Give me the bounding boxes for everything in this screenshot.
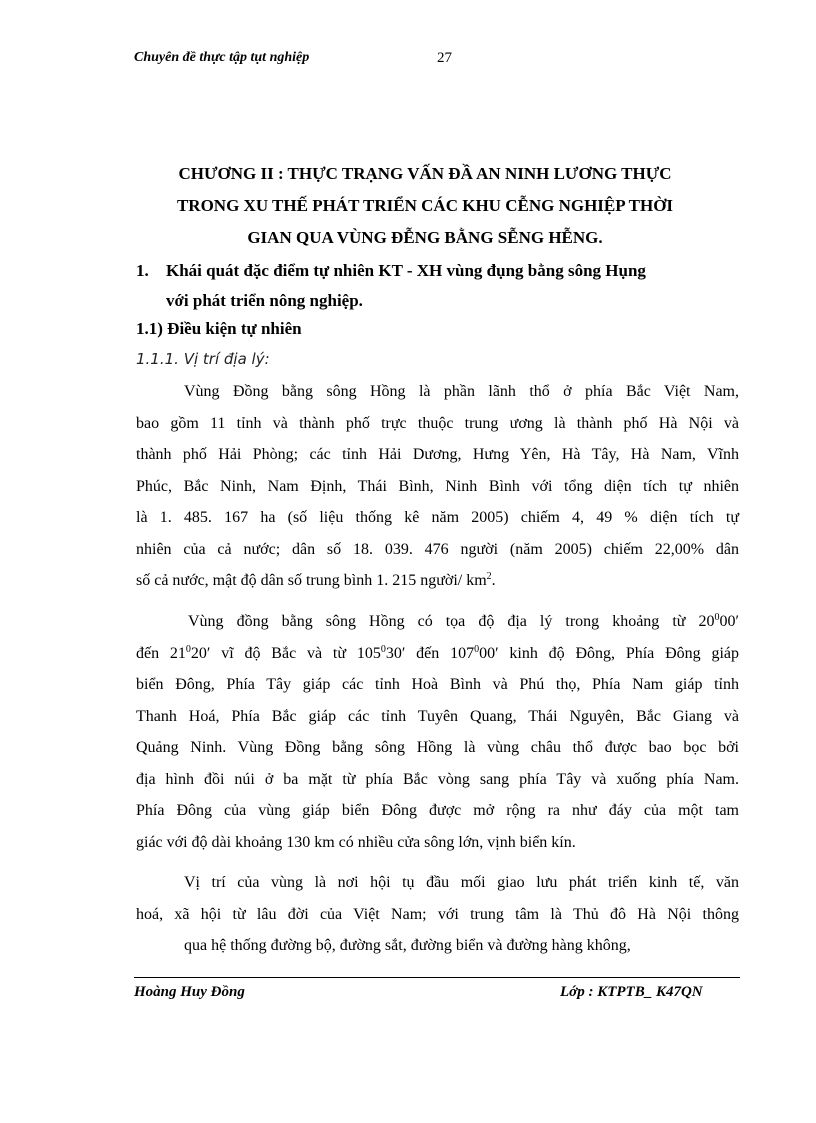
paragraph-line: Quảng Ninh. Vùng Đồng bằng sông Hồng là vùng châu thổ được bao bọc bởi <box>136 739 739 756</box>
superscript: 0 <box>474 643 480 655</box>
running-header-title: Chuyên đề thực tập tụt nghiệp <box>134 50 310 65</box>
text-run: 00′ <box>719 613 739 630</box>
text-run: số cả nước, mật độ dân số trung bình 1. 215 người/ km <box>136 572 487 589</box>
text-run: 30′ đến 107 <box>385 644 475 662</box>
chapter-heading-line: GIAN QUA VÙNG ĐỄNG BẰNG SỄNG HỄNG. <box>247 228 603 247</box>
paragraph-line: Phúc, Bắc Ninh, Nam Định, Thái Bình, Ninh Bình với tổng diện tích tự nhiên <box>136 477 739 495</box>
page-number: 27 <box>437 50 452 66</box>
text-run: Vùng đồng bằng sông Hồng có tọa độ địa lý trong khoảng từ 20 <box>188 613 715 630</box>
paragraph-location-1 <box>136 376 739 597</box>
paragraph-location-3 <box>136 867 739 962</box>
paragraph-line: Phía Đông của vùng giáp biển Đông được mở rộng ra như đáy của một tam <box>136 802 739 819</box>
text-run: đến 21 <box>136 644 186 662</box>
text-run: . <box>491 572 496 589</box>
paragraph-line: Vùng Đồng bằng sông Hồng là phần lãnh thổ ở phía Bắc Việt Nam, <box>184 383 739 400</box>
paragraph-line: nhiên của cả nước; dân số 18. 039. 476 người (năm 2005) chiếm 22,00% dân <box>136 540 739 558</box>
text-run: 20′ vĩ độ Bắc và từ 105 <box>190 644 381 662</box>
paragraph-line: Thanh Hoá, Phía Bắc giáp các tỉnh Tuyên Quang, Thái Nguyên, Bắc Giang và <box>136 707 739 725</box>
paragraph-line: thành phố Hải Phòng; các tỉnh Hải Dương, Hưng Yên, Hà Tây, Hà Nam, Vĩnh <box>136 446 739 463</box>
footer-class: Lớp : KTPTB_ K47QN <box>560 984 703 1000</box>
section-title-line: Khái quát đặc điểm tự nhiên KT - XH vùng đụng bằng sông Hụng <box>166 261 646 280</box>
paragraph-line <box>136 638 739 670</box>
paragraph-line <box>136 565 739 597</box>
paragraph-location-2 <box>136 606 739 858</box>
paragraph-line: qua hệ thống đường bộ, đường sắt, đường biển và đường hàng không, <box>184 937 631 954</box>
paragraph-line: Vị trí của vùng là nơi hội tụ đầu mối giao lưu phát triển kinh tế, văn <box>184 874 739 891</box>
footer-author: Hoàng Huy Đồng <box>134 984 245 1000</box>
superscript: 0 <box>714 612 720 623</box>
superscript: 0 <box>380 643 386 655</box>
chapter-heading-line: TRONG XU THẾ PHÁT TRIỂN CÁC KHU CỄNG NGHIỆP THỜI <box>176 196 674 215</box>
paragraph-line <box>136 606 739 638</box>
chapter-heading-line: CHƯƠNG II : THỰC TRẠNG VẤN ĐẦ AN NINH LƯƠNG THỰC <box>178 164 672 183</box>
text-run: 00′ kinh độ Đông, Phía Đông giáp <box>479 644 739 662</box>
section-title-line: với phát triển nông nghiệp. <box>166 291 363 310</box>
section-heading-1 <box>136 256 742 316</box>
paragraph-line: biển Đông, Phía Tây giáp các tỉnh Hoà Bình và Phú thọ, Phía Nam giáp tỉnh <box>136 676 739 693</box>
paragraph-line: hoá, xã hội từ lâu đời của Việt Nam; với trung tâm là Thủ đô Hà Nội thông <box>136 905 739 923</box>
sub-subsection-heading: 1.1.1. Vị trí địa lý: <box>136 350 270 368</box>
paragraph-line: bao gồm 11 tỉnh và thành phố trực thuộc trung ương là thành phố Hà Nội và <box>136 414 739 432</box>
paragraph-line: là 1. 485. 167 ha (số liệu thống kê năm 2005) chiếm 4, 49 % diện tích tự <box>136 509 739 526</box>
subsection-heading: 1.1) Điều kiện tự nhiên <box>136 319 302 338</box>
superscript: 2 <box>486 571 492 582</box>
superscript: 0 <box>185 643 191 655</box>
section-number: 1. <box>136 261 149 280</box>
paragraph-line: địa hình đồi núi ở ba mặt từ phía Bắc vòng sang phía Tây và xuống phía Nam. <box>136 770 739 788</box>
chapter-heading <box>130 158 720 254</box>
footer-divider <box>134 977 740 978</box>
paragraph-line: giác với độ dài khoảng 130 km có nhiều cửa sông lớn, vịnh biển kín. <box>136 833 576 851</box>
